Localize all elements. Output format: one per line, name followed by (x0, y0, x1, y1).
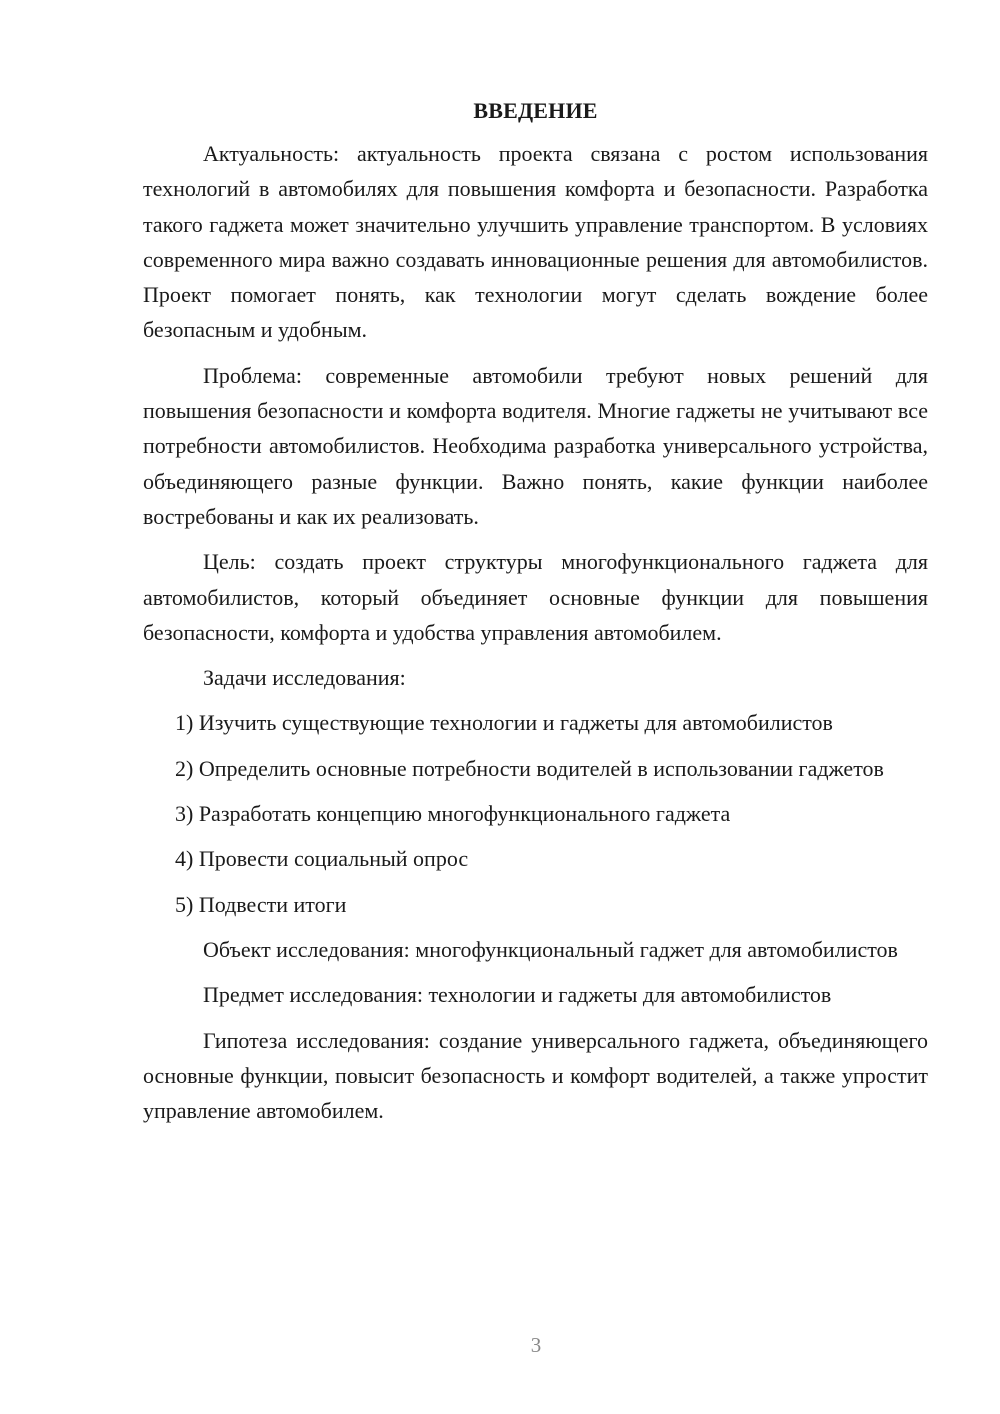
subject-paragraph: Предмет исследования: технологии и гаджеты для автомобилистов (203, 982, 832, 1008)
tasks-title: Задачи исследования: (203, 665, 406, 691)
task-item-5: 5) Подвести итоги (175, 891, 347, 917)
page-number: 3 (530, 1333, 542, 1357)
object-paragraph: Объект исследования: многофункциональный гаджет для автомобилистов (203, 936, 898, 962)
problem-paragraph: Проблема: современные автомобили требуют новых решений для повышения безопасности и комфорта водителя. Многие гаджеты не учитывают все потребности автомобилистов. Необходима разработка универсального устройства, объединяющего разные функции. Важно понять, какие функции наиболее востребованы и как их реализовать. (143, 362, 928, 529)
page-title: ВВЕДЕНИЕ (473, 98, 598, 123)
task-item-4: 4) Провести социальный опрос (175, 846, 469, 872)
relevance-paragraph: Актуальность: актуальность проекта связана с ростом использования технологий в автомобилях для повышения комфорта и безопасности. Разработка такого гаджета может значительно улучшить управление транспортом. В условиях современного мира важно создавать инновационные решения для автомобилистов. Проект помогает понять, как технологии могут сделать вождение более безопасным и удобным. (143, 141, 928, 343)
goal-paragraph: Цель: создать проект структуры многофункционального гаджета для автомобилистов, который объединяет основные функции для повышения безопасности, комфорта и удобства управления автомобилем. (143, 549, 928, 645)
document-page (143, 94, 928, 1138)
hypothesis-paragraph: Гипотеза исследования: создание универсального гаджета, объединяющего основные функции, повысит безопасность и комфорт водителей, а также упростит управление автомобилем. (143, 1027, 928, 1124)
task-item-2: 2) Определить основные потребности водителей в использовании гаджетов (175, 755, 884, 781)
task-item-1: 1) Изучить существующие технологии и гаджеты для автомобилистов (175, 710, 833, 736)
task-item-3: 3) Разработать концепцию многофункционального гаджета (175, 801, 731, 827)
